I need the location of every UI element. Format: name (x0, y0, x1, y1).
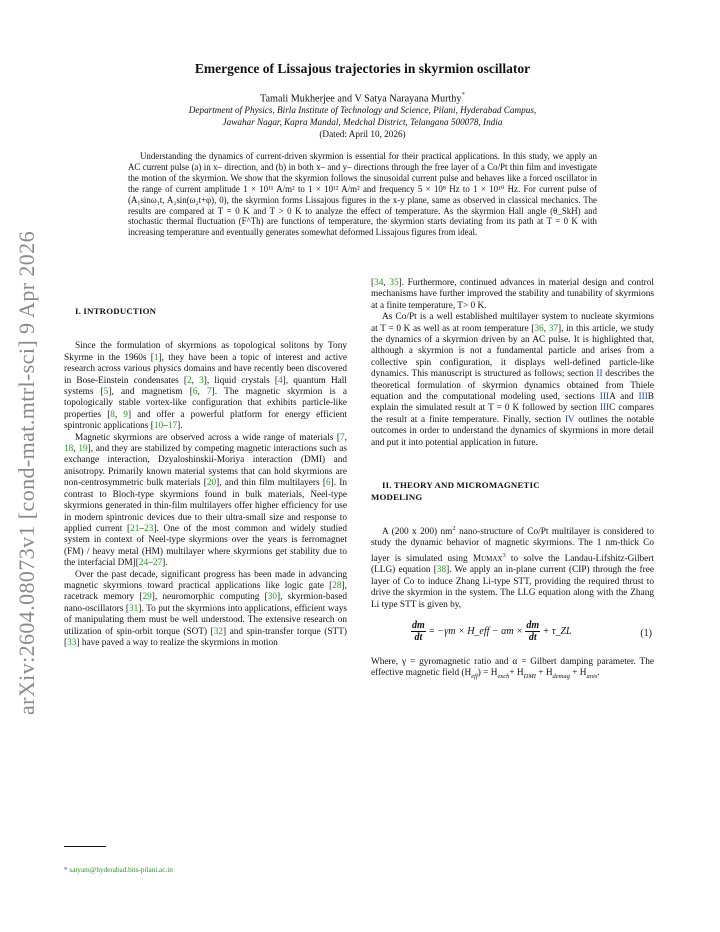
equation-body (411, 620, 572, 644)
intro-paragraph-3-continued: [34, 35]. Furthermore, continued advances in material design and control mechanisms have further improved the stability and tunability of skyrmions at a finite temperature, T> 0 K. (371, 278, 654, 311)
paper-title: Emergence of Lissajous trajectories in skyrmion oscillator (194, 61, 531, 76)
fraction-rhs-numerator: dm (526, 619, 540, 631)
fraction-lhs-numerator: dm (412, 619, 425, 631)
author-line (80, 91, 645, 104)
affiliation-line-2: Jawahar Nagar, Kapra Mandal, Medchal District, Telangana 500078, India (222, 117, 503, 128)
theory-heading-line-1: II. THEORY AND MICROMAGNETIC (382, 480, 540, 491)
theory-paragraph-2: Where, γ = gyromagnetic ratio and α = Gilbert damping parameter. The effective magnetic field $(H_{eff}) = H_{exch}+ H_{DMI} + H_{demag} + H_{anis}$. (371, 656, 654, 681)
intro-paragraph-1: Since the formulation of skyrmions as topological solitons by Tony Skyrme in the 1960s [1], they have been a topic of interest and active research across various physics domains and have recently been discovered in Bose-Einstein condensates [2, 3], liquid crystals [4], quantum Hall systems [5], and magnetism [6, 7]. The magnetic skyrmion is a topologically stable vortex-like configuration that exhibits particle-like properties [8, 9] and offer a powerful platform for energy efficient spintronic applications [10–17]. (64, 341, 347, 432)
footnote-rule (64, 846, 106, 847)
left-column (64, 306, 347, 649)
section-heading-theory (371, 480, 654, 503)
fraction-lhs (411, 620, 426, 644)
fraction-rhs (525, 620, 540, 644)
equation-tail: + τ_ZL (540, 626, 572, 638)
theory-heading-line-2: MODELING (371, 491, 423, 502)
corresponding-author-mark[interactable]: * (461, 91, 465, 99)
theory-paragraph-1: A (200 x 200) $nm^2$ nano-structure of Co/Pt multilayer is considered to study the dynamic behavior of magnetic skyrmions. The 1 nm-thick Co layer is simulated using Mumax$^3$ to solve the Landau-Lifshitz-Gilbert (LLG) equation [38]. We apply an in-plane current (CIP) through the free layer of Co to induce Zhang Li-type STT, providing the required thrust to drive the skyrmion in the system. The LLG equation along with the Zhang Li type STT is given by, (371, 524, 655, 610)
author-names: Tamali Mukherjee and V Satya Narayana Murthy (260, 93, 462, 105)
affiliation (120, 104, 605, 128)
author-email-link[interactable]: satyam@hyderabad.bits-pilani.ac.in (69, 866, 173, 874)
intro-paragraph-2: Magnetic skyrmions are observed across a wide range of materials [7, 18, 19], and they are stabilized by competing magnetic interactions such as exchange interaction, Dzyaloshinskii-Moriya interaction (DMI) and anisotropy. Primarily known material systems that can hold skyrmions are non-centrosymmetric bulk materials [20], and thin film multilayers [6]. In contrast to Bloch-type skyrmions found in bulk materials, Neel-type skyrmions generated in thin-film multilayers offer higher efficiency for use in modern spintronic devices due to their ultra-small size and response to applied current [21–23]. One of the most common and widely studied system in context of Neel-type skyrmions over the years is ferromagnet (FM) / heavy metal (HM) multilayer where skyrmions get stability due to the interfacial DM][24–27]. (64, 432, 347, 569)
affiliation-line-1: Department of Physics, Birla Institute of Technology and Science, Pilani, Hyderabad Campus, (188, 105, 537, 115)
llg-equation (371, 617, 654, 651)
section-heading-introduction: I. INTRODUCTION (75, 306, 157, 316)
arxiv-identifier: arXiv:2604.08073v1 [cond-mat.mtrl-sci] 9 Apr 2026 (14, 231, 39, 715)
fraction-lhs-denominator: dt (414, 632, 423, 644)
dated-line: (Dated: April 10, 2026) (319, 129, 406, 139)
intro-paragraph-3: Over the past decade, significant progress has been made in advancing magnetic skyrmions toward practical applications like logic gate [28], racetrack memory [29], neuromorphic computing [30], skyrmion-based nano-oscillators [31]. To put the skyrmions into applications, efficient ways of manipulating them must be well understood. The extensive research on utilization of spin-orbit torque (SOT) [32] and spin-transfer torque (STT) [33] have paved a way to realize the skyrmions in motion (64, 569, 347, 648)
footnote (64, 866, 173, 874)
equation-middle: = −γm × H_eff − αm × (425, 626, 526, 638)
right-column (371, 278, 654, 683)
abstract: Understanding the dynamics of current-driven skyrmion is essential for their practical applications. In this study, we apply an AC current pulse (a) in x– direction, and (b) in both x– and y– directions through the free layer of a Co/Pt thin film and investigate the motion of the skyrmion. We show that the skyrmion follows the sinusoidal current pulse and behaves like a forced oscillator in the range of current amplitude 1 × 10¹¹ A/m² to 1 × 10¹² A/m² and frequency 5 × 10⁸ Hz to 1 × 10¹⁰ Hz. For current pulse of (A₁sinω₁t, A₂sin(ω₂t+φ), 0), the skyrmion forms Lissajous figures in the x-y plane, same as observed in classical mechanics. The results are compared at T = 0 K and T > 0 K to analyze the effect of temperature. As the skyrmion Hall angle (θ_SkH) and stochastic thermal fluctuation (F^Th) are functions of temperature, the skyrmion starts deviating from its path at T = 0 K with increasing temperature and eventually generates somewhat deformed Lissajous figures from ideal. (128, 151, 597, 238)
equation-number: (1) (640, 627, 652, 639)
intro-paragraph-4: As Co/Pt is a well established multilayer system to nucleate skyrmions at T = 0 K as well as at room temperature [36, 37], in this article, we study the dynamics of a skyrmion driven by an AC pulse. It is highlighted that, although a skyrmion is not a fundamental particle and arises from a collective spin configuration, it displays well-defined particle-like dynamics. This manuscript is structured as follows; section II describes the theoretical formulation of skyrmion dynamics obtained from Thiele equation and the computational modeling used, sections IIIA and IIIB explain the simulated result at T = 0 K followed by section IIIC compares the result at a finite temperature. Finally, section IV outlines the notable outcomes in order to understand the dynamics of skyrmions in more detail and put it into potential application in future. (371, 312, 654, 448)
footnote-mark: * (64, 866, 68, 874)
fraction-rhs-denominator: dt (528, 632, 537, 644)
